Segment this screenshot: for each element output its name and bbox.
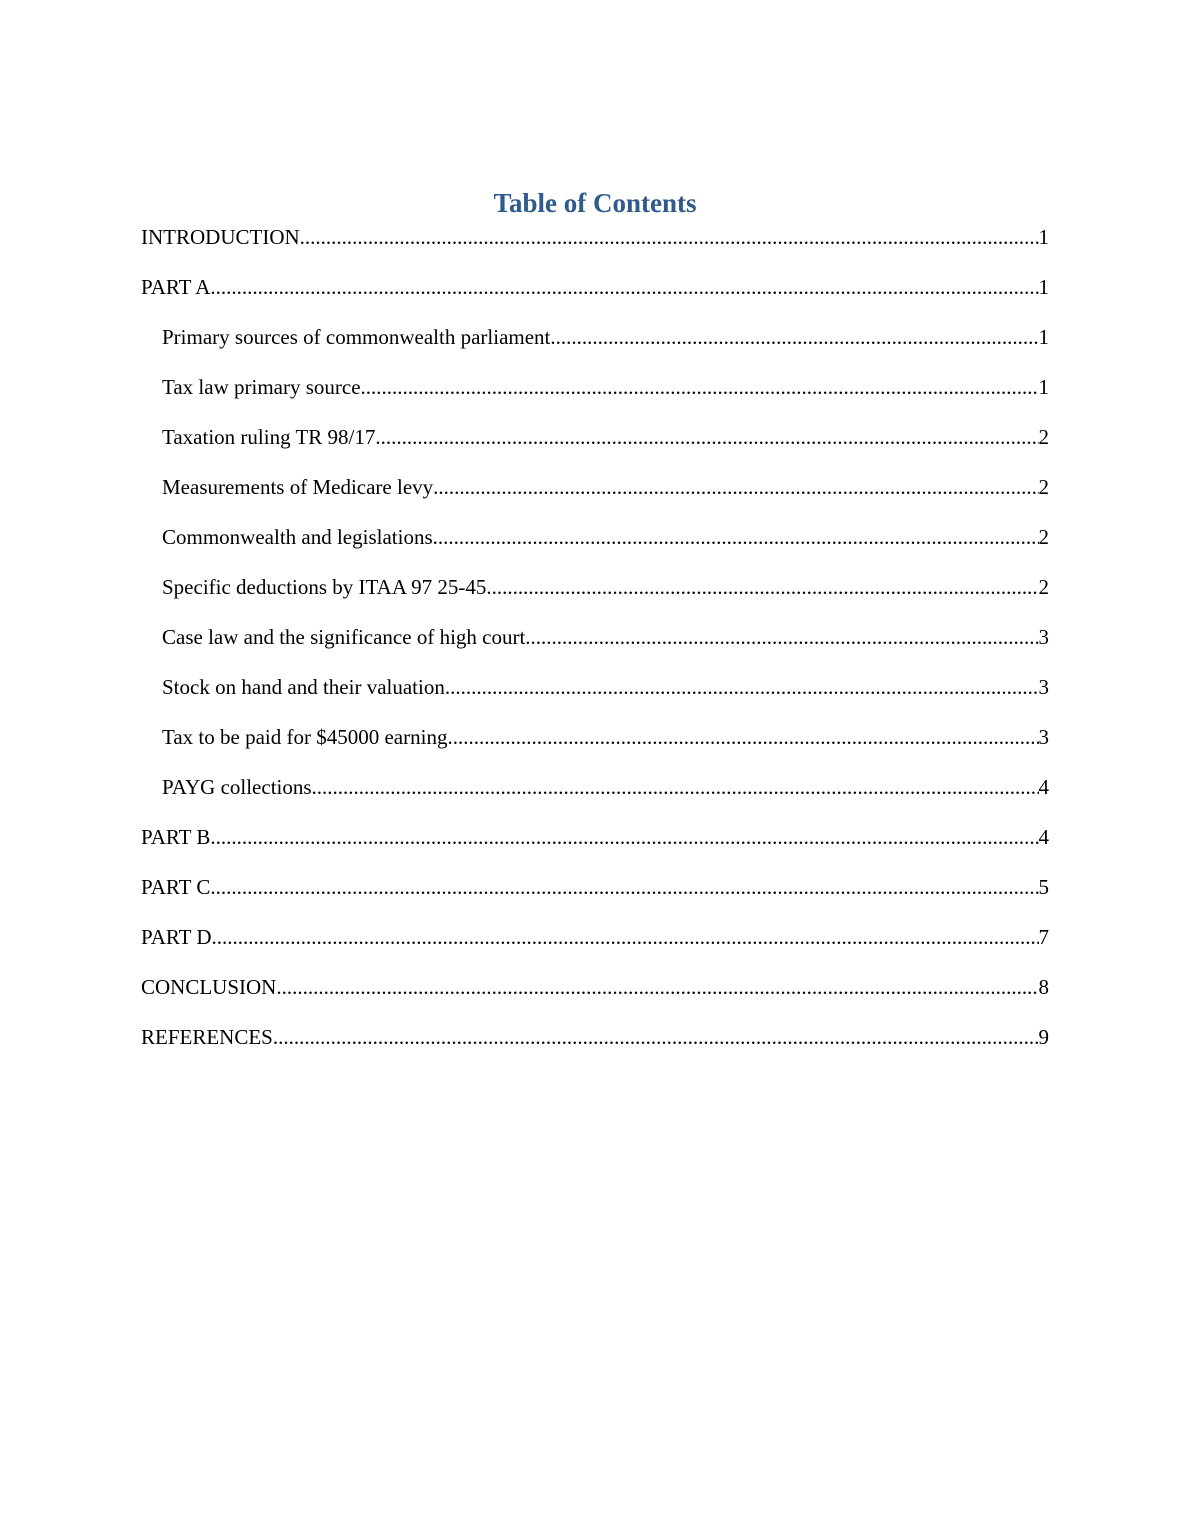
toc-entry-title: Commonwealth and legislations	[162, 525, 433, 549]
toc-entry-page-number: 2	[1038, 575, 1049, 599]
toc-entry-title: PART C	[141, 875, 211, 899]
toc-entry-page-number: 8	[1038, 975, 1049, 999]
toc-entry-page-number: 5	[1038, 875, 1049, 899]
toc-dot-leader	[212, 922, 1039, 952]
toc-entry[interactable]	[141, 522, 1049, 572]
toc-entry-title: INTRODUCTION	[141, 225, 300, 249]
toc-dot-leader	[300, 222, 1039, 252]
toc-dot-leader	[486, 572, 1038, 602]
toc-entry[interactable]	[141, 222, 1049, 272]
toc-entry-title: Tax law primary source	[162, 375, 361, 399]
toc-dot-leader	[210, 822, 1038, 852]
toc-entry-page-number: 2	[1038, 525, 1049, 549]
toc-dot-leader	[312, 772, 1039, 802]
toc-entry-title: PAYG collections	[162, 775, 312, 799]
toc-entry[interactable]	[141, 922, 1049, 972]
toc-dot-leader	[550, 322, 1038, 352]
toc-entry-title: CONCLUSION	[141, 975, 277, 999]
toc-entry-title: Case law and the significance of high court	[162, 625, 526, 649]
toc-entry[interactable]	[141, 272, 1049, 322]
toc-title: Table of Contents	[493, 188, 697, 218]
toc-dot-leader	[433, 522, 1039, 552]
toc-entry-page-number: 9	[1038, 1025, 1049, 1049]
toc-entry[interactable]	[141, 372, 1049, 422]
toc-entry-title: Primary sources of commonwealth parliament	[162, 325, 551, 349]
toc-entry-title: Measurements of Medicare levy	[162, 475, 434, 499]
toc-entry-page-number: 3	[1038, 675, 1049, 699]
toc-entry[interactable]	[141, 322, 1049, 372]
toc-entry[interactable]	[141, 622, 1049, 672]
toc-entry[interactable]	[141, 822, 1049, 872]
toc-entry-title: Tax to be paid for $45000 earning	[162, 725, 448, 749]
toc-entry-page-number: 4	[1038, 775, 1049, 799]
toc-entry-page-number: 2	[1038, 475, 1049, 499]
toc-entry-title: PART D	[141, 925, 212, 949]
toc-entry-title: REFERENCES	[141, 1025, 273, 1049]
toc-entry-page-number: 3	[1038, 625, 1049, 649]
toc-dot-leader	[445, 672, 1039, 702]
toc-entry-title: PART A	[141, 275, 211, 299]
toc-entry-title: PART B	[141, 825, 211, 849]
toc-dot-leader	[210, 272, 1038, 302]
toc-dot-leader	[375, 422, 1038, 452]
toc-entry-page-number: 7	[1038, 925, 1049, 949]
toc-entry[interactable]	[141, 422, 1049, 472]
toc-entry-page-number: 1	[1038, 375, 1049, 399]
toc-entry-title: Stock on hand and their valuation	[162, 675, 445, 699]
toc-entry-page-number: 1	[1038, 275, 1049, 299]
toc-entry[interactable]	[141, 472, 1049, 522]
toc-entry[interactable]	[141, 572, 1049, 622]
toc-entry-page-number: 1	[1038, 225, 1049, 249]
toc-entry[interactable]	[141, 672, 1049, 722]
toc-entry[interactable]	[141, 972, 1049, 1022]
toc-dot-leader	[433, 472, 1038, 502]
toc-dot-leader	[210, 872, 1038, 902]
toc-entry-page-number: 4	[1038, 825, 1049, 849]
toc-entry-page-number: 3	[1038, 725, 1049, 749]
toc-entry[interactable]	[141, 1022, 1049, 1072]
toc-entry-page-number: 2	[1038, 425, 1049, 449]
toc-entry[interactable]	[141, 772, 1049, 822]
toc-dot-leader	[447, 722, 1038, 752]
toc-dot-leader	[525, 622, 1038, 652]
toc-entry-title: Taxation ruling TR 98/17	[162, 425, 376, 449]
toc-dot-leader	[361, 372, 1039, 402]
toc-dot-leader	[273, 1022, 1039, 1052]
toc-dot-leader	[276, 972, 1038, 1002]
toc-entry[interactable]	[141, 872, 1049, 922]
toc-entry-page-number: 1	[1038, 325, 1049, 349]
toc-list	[141, 222, 1049, 1072]
toc-entry[interactable]	[141, 722, 1049, 772]
toc-entry-title: Specific deductions by ITAA 97 25-45	[162, 575, 487, 599]
